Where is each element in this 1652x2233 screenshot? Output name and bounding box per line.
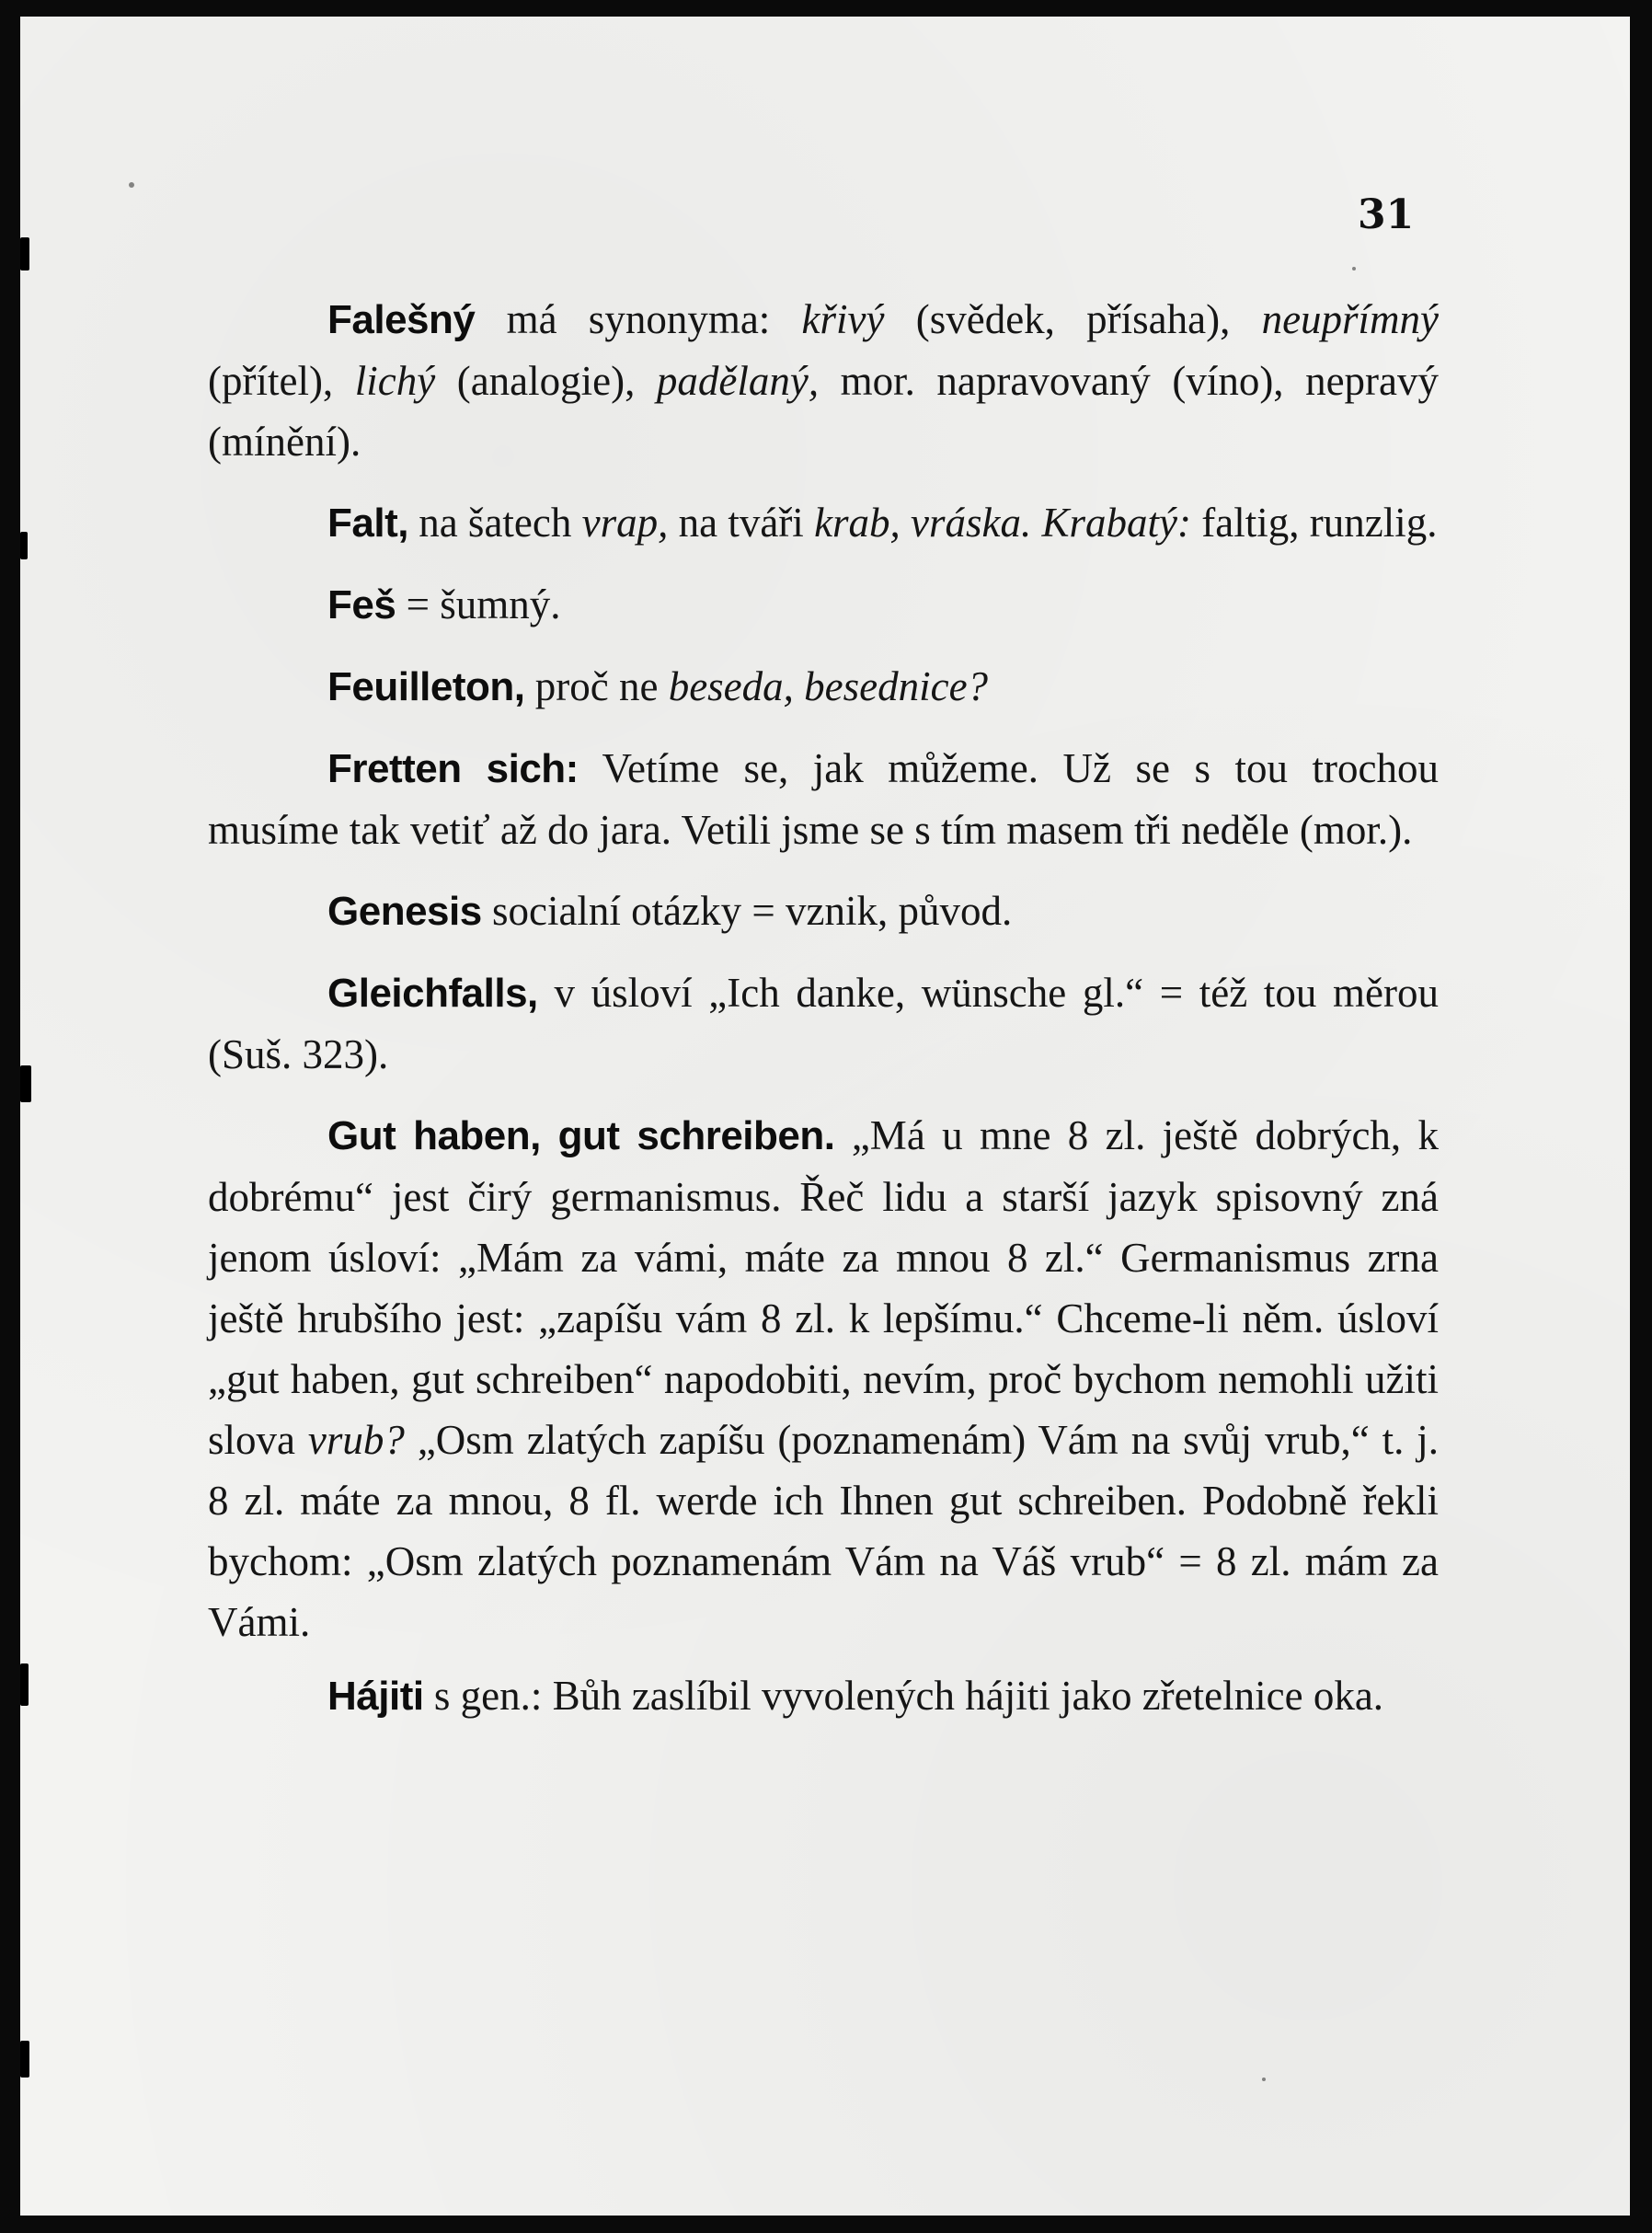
binding-mark — [20, 1663, 29, 1706]
binding-mark — [20, 1065, 31, 1102]
entry-fretten-sich: Fretten sich: Vetíme se, jak můžeme. Už se s tou trochou musíme tak vetiť až do jara. Vetili jsme se s tím masem tři neděle (mor.). — [208, 745, 1440, 853]
entry-falt: Falt, na šatech vrap, na tváři krab, vráska. Krabatý: faltig, runzlig. — [327, 500, 1438, 546]
book-page — [20, 17, 1630, 2216]
entry-genesis: Genesis socialní otázky = vznik, původ. — [327, 888, 1013, 934]
binding-mark — [20, 2041, 29, 2078]
headword: Fretten sich: — [327, 746, 579, 791]
entry-fes: Feš = šumný. — [327, 581, 561, 627]
headword: Falešný — [327, 297, 476, 342]
ink-speck — [129, 182, 134, 188]
ink-speck — [1262, 2078, 1266, 2081]
dictionary-text — [208, 289, 1439, 1747]
ink-speck — [1352, 267, 1356, 270]
binding-mark — [20, 237, 29, 270]
headword: Genesis — [327, 889, 482, 934]
entry-hajiti: Hájiti s gen.: Bůh zaslíbil vyvolených hájiti jako zřetelnice oka. — [327, 1673, 1384, 1719]
headword: Hájiti — [327, 1674, 424, 1719]
headword: Gut haben, gut schreiben. — [327, 1113, 835, 1158]
page-number: 31 — [1358, 191, 1415, 238]
headword: Feuilleton, — [327, 664, 525, 709]
headword: Gleichfalls, — [327, 971, 538, 1016]
headword: Falt, — [327, 501, 408, 546]
binding-mark — [20, 532, 28, 559]
entry-gleichfalls: Gleichfalls, v úsloví „Ich danke, wünsche gl.“ = též tou měrou (Suš. 323). — [208, 970, 1440, 1077]
entry-feuilleton: Feuilleton, proč ne beseda, besednice? — [327, 663, 989, 709]
entry-gut-haben: Gut haben, gut schreiben. „Má u mne 8 zl. ještě dobrých, k dobrému“ jest čirý germanismus. Řeč lidu a starší jazyk spisovný zná jenom úsloví: „Mám za vámi, máte za mnou 8 zl.“ Germanismus zrna ještě hrubšího jest: „zapíšu vám 8 zl. k lepšímu.“ Chceme-li něm. úsloví „gut haben, gut schreiben“ napodobiti, nevím, proč bychom nemohli užiti slova vrub? „Osm zlatých zapíšu (poznamenám) Vám na svůj vrub,“ t. j. 8 zl. máte za mnou, 8 fl. werde ich Ihnen gut schreiben. Podobně řekli bychom: „Osm zlatých poznamenám Vám na Váš vrub“ = 8 zl. mám za Vámi. — [208, 1112, 1440, 1645]
headword: Feš — [327, 582, 396, 627]
entry-falesny: Falešný má synonyma: křivý (svědek, přísaha), neupřímný (přítel), lichý (analogie), padělaný, mor. napravovaný (víno), nepravý (mínění). — [208, 296, 1440, 465]
